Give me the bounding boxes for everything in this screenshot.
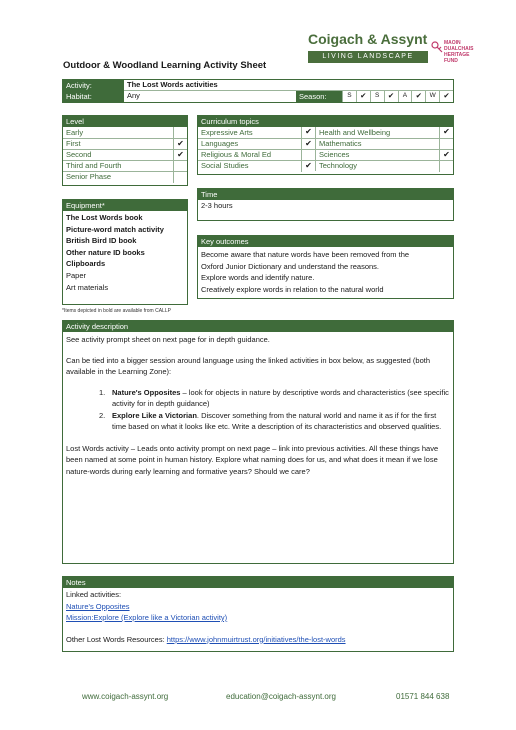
natures-opposites-link[interactable]: Nature's Opposites	[66, 601, 130, 611]
fund-line-4: FUND	[444, 58, 458, 64]
season-cell: S	[342, 91, 356, 102]
description-list-item	[99, 387, 450, 410]
list-item-text: – look for objects in nature by descriptive words and characteristics (see specific activity for in depth guidance)	[112, 387, 449, 408]
season-tick: ✔	[356, 91, 370, 102]
curriculum-row	[316, 127, 453, 138]
curriculum-label: Social Studies	[201, 161, 249, 170]
curriculum-row	[198, 138, 315, 149]
curriculum-tick: ✔	[301, 161, 315, 172]
outcome-line: Become aware that nature words have been removed from the	[201, 250, 410, 259]
mission-explore-link[interactable]: Mission:Explore (Explore like a Victorian activity)	[66, 613, 228, 622]
season-tick: ✔	[384, 91, 398, 102]
fund-line-2: DUALCHAIS	[444, 46, 474, 52]
outcomes-heading: Key outcomes	[198, 236, 453, 247]
level-tick	[173, 127, 187, 138]
curriculum-tick: ✔	[439, 127, 453, 138]
level-label: Second	[66, 150, 92, 159]
footer-website[interactable]: www.coigach-assynt.org	[82, 692, 169, 701]
curriculum-row	[316, 138, 453, 149]
season-tick: ✔	[411, 91, 425, 102]
curriculum-heading: Curriculum topics	[198, 116, 453, 127]
level-label: First	[66, 139, 81, 148]
list-number: 1.	[99, 387, 106, 397]
equipment-item: Other nature ID books	[66, 247, 145, 257]
season-cell: W	[425, 91, 439, 102]
level-row	[63, 138, 187, 149]
heritage-fund-icon	[430, 40, 444, 54]
time-box	[197, 188, 454, 221]
brand-name: Coigach & Assynt	[308, 31, 428, 47]
curriculum-tick: ✔	[301, 139, 315, 150]
equipment-box	[62, 199, 188, 305]
equipment-heading: Equipment*	[63, 200, 187, 211]
curriculum-tick: ✔	[301, 127, 315, 138]
equipment-footnote: *Items depicted in bold are available from CALLP	[62, 308, 171, 314]
activity-value: The Lost Words activities	[127, 80, 218, 89]
habitat-label: Habitat:	[63, 91, 124, 102]
season-cell: A	[398, 91, 412, 102]
fund-line-3: HERITAGE	[444, 52, 470, 58]
curriculum-label: Religious & Moral Ed	[201, 150, 272, 159]
brand-subtitle: LIVING LANDSCAPE	[308, 51, 428, 63]
curriculum-row	[198, 160, 315, 171]
curriculum-row	[198, 149, 315, 160]
notes-heading: Notes	[63, 577, 453, 588]
description-box	[62, 320, 454, 564]
equipment-item: Clipboards	[66, 259, 106, 269]
equipment-item: Art materials	[66, 282, 109, 292]
list-item-title: Explore Like a Victorian	[112, 410, 197, 420]
notes-box	[62, 576, 454, 652]
curriculum-label: Health and Wellbeing	[319, 127, 391, 137]
equipment-item: Picture-word match activity	[66, 224, 164, 234]
outcomes-box	[197, 235, 454, 299]
level-row	[63, 149, 187, 160]
time-heading: Time	[198, 189, 453, 200]
curriculum-label: Languages	[201, 139, 239, 148]
linked-activities-label: Linked activities:	[66, 590, 122, 599]
description-list	[66, 387, 450, 433]
time-value: 2-3 hours	[201, 201, 233, 210]
level-row	[63, 127, 187, 138]
curriculum-tick	[439, 139, 453, 150]
brand-logo	[308, 30, 428, 70]
level-row	[63, 171, 187, 182]
description-paragraph-2: Can be tied into a bigger session around language using the linked activities in box below, as suggested (both available in the Learning Zone):	[66, 355, 430, 376]
fund-line-1: MAOIN	[444, 40, 461, 46]
level-label: Senior Phase	[66, 172, 112, 181]
meta-table	[62, 79, 454, 103]
curriculum-tick	[301, 150, 315, 161]
outcome-line: Oxford Junior Dictionary and understand the reasons.	[201, 261, 380, 271]
curriculum-tick	[439, 161, 453, 172]
level-list	[63, 127, 187, 182]
level-row	[63, 160, 187, 171]
level-tick	[173, 161, 187, 172]
curriculum-label: Expressive Arts	[201, 127, 253, 137]
heritage-fund-logo	[430, 40, 492, 74]
outcome-line: Creatively explore words in relation to the natural world	[201, 284, 384, 294]
description-list-item	[99, 410, 450, 433]
list-item-title: Nature's Opposites	[112, 387, 181, 397]
level-tick	[173, 172, 187, 183]
season-cells	[342, 91, 453, 102]
list-item-text: . Discover something from the natural world and name it as if for the first time based on what it looks like etc. Write a description of its characteristics and observed qualities.	[112, 410, 442, 431]
level-heading: Level	[63, 116, 187, 127]
season-label: Season:	[296, 91, 342, 102]
description-paragraph-1: See activity prompt sheet on next page for in depth guidance.	[66, 335, 270, 344]
season-tick: ✔	[439, 91, 453, 102]
curriculum-row	[316, 160, 453, 171]
equipment-item: Paper	[66, 270, 87, 280]
curriculum-label: Mathematics	[319, 139, 362, 148]
list-number: 2.	[99, 410, 106, 420]
curriculum-tick: ✔	[439, 150, 453, 161]
resources-label: Other Lost Words Resources:	[66, 634, 167, 644]
curriculum-label: Technology	[319, 161, 357, 170]
season-cell: S	[370, 91, 384, 102]
level-label: Third and Fourth	[66, 161, 122, 170]
level-label: Early	[66, 127, 84, 137]
curriculum-row	[316, 149, 453, 160]
level-tick: ✔	[173, 139, 187, 150]
curriculum-box	[197, 115, 454, 175]
outcome-line: Explore words and identify nature.	[201, 273, 315, 282]
description-paragraph-3: Lost Words activity – Leads onto activity prompt on next page – link into previous activities. All these things have been named at some point in human history. Explore what naming does for us, and what does it mean if we lose nature-words during early learning and formative years? Should we care?	[66, 443, 439, 476]
footer-email[interactable]: education@coigach-assynt.org	[226, 692, 336, 701]
page-title: Outdoor & Woodland Learning Activity Sheet	[63, 60, 267, 71]
activity-label: Activity:	[63, 80, 124, 91]
level-tick: ✔	[173, 150, 187, 161]
equipment-item: British Bird ID book	[66, 236, 137, 246]
habitat-value: Any	[127, 91, 140, 100]
curriculum-row	[198, 127, 315, 138]
level-box	[62, 115, 188, 186]
description-heading: Activity description	[63, 321, 453, 332]
lost-words-resources-link[interactable]: https://www.johnmuirtrust.org/initiatives/the-lost-words	[166, 634, 346, 644]
curriculum-label: Sciences	[319, 150, 350, 159]
footer-phone: 01571 844 638	[396, 692, 450, 701]
equipment-item: The Lost Words book	[66, 213, 143, 222]
